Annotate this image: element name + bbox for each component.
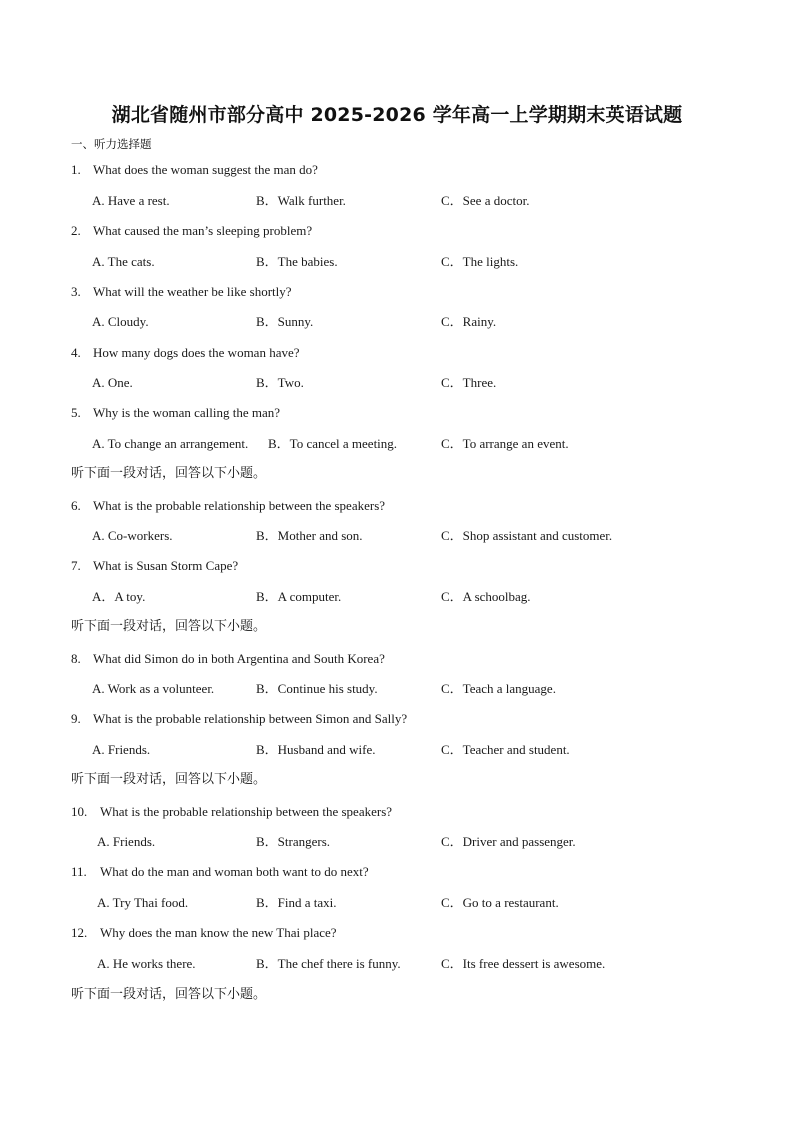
question-9	[71, 711, 407, 727]
option-c: C．To arrange an event.	[441, 436, 569, 451]
option-a: A. Cloudy.	[92, 314, 149, 329]
option-c: C．A schoolbag.	[441, 589, 531, 604]
option-c: C．Teach a language.	[441, 681, 556, 696]
question-8	[71, 651, 385, 667]
option-c: C．See a doctor.	[441, 193, 530, 208]
option-a: A. Try Thai food.	[97, 895, 189, 910]
option-b: B．Continue his study.	[256, 681, 378, 696]
option-c: C．Its free dessert is awesome.	[441, 956, 606, 971]
option-a: A. To change an arrangement.	[92, 436, 249, 451]
option-a: A．A toy.	[92, 589, 146, 604]
option-c: C．Shop assistant and customer.	[441, 528, 613, 543]
question-text: What is the probable relationship between the speakers?	[100, 804, 393, 819]
question-number: 6.	[71, 498, 81, 513]
question-text: What is the probable relationship between Simon and Sally?	[93, 711, 408, 726]
option-a: A. Have a rest.	[92, 193, 170, 208]
option-a: A. Work as a volunteer.	[92, 681, 215, 696]
question-10	[71, 804, 392, 820]
question-number: 2.	[71, 223, 81, 238]
option-b: B．To cancel a meeting.	[268, 436, 398, 451]
option-b: B．A computer.	[256, 589, 342, 604]
option-b: B．Husband and wife.	[256, 742, 376, 757]
question-number: 9.	[71, 711, 81, 726]
question-5	[71, 405, 280, 421]
instruction-4: 听下面一段对话，回答以下小题。	[71, 987, 267, 1002]
instruction-3: 听下面一段对话，回答以下小题。	[71, 772, 267, 787]
instruction-1: 听下面一段对话，回答以下小题。	[71, 466, 267, 481]
option-a: A. Friends.	[97, 834, 156, 849]
option-c: C．Rainy.	[441, 314, 497, 329]
option-b: B．Mother and son.	[256, 528, 363, 543]
question-number: 5.	[71, 405, 81, 420]
option-b: B．The babies.	[256, 254, 338, 269]
question-3	[71, 284, 292, 300]
question-number: 8.	[71, 651, 81, 666]
instruction-2: 听下面一段对话，回答以下小题。	[71, 619, 267, 634]
question-1	[71, 162, 318, 178]
option-a: A. Co-workers.	[92, 528, 173, 543]
question-11	[71, 864, 369, 880]
exam-title: 湖北省随州市部分高中 2025-2026 学年高一上学期期末英语试题	[111, 104, 683, 126]
option-c: C．Driver and passenger.	[441, 834, 576, 849]
question-number: 3.	[71, 284, 81, 299]
option-b: B．Strangers.	[256, 834, 331, 849]
option-b: B．Sunny.	[256, 314, 314, 329]
option-a: A. The cats.	[92, 254, 155, 269]
section-heading: 一、听力选择题	[71, 137, 152, 151]
question-6	[71, 498, 385, 514]
option-b: B．Two.	[256, 375, 304, 390]
question-text: What will the weather be like shortly?	[93, 284, 292, 299]
question-number: 10.	[71, 804, 88, 819]
question-number: 7.	[71, 558, 81, 573]
option-b: B．Walk further.	[256, 193, 346, 208]
question-number: 11.	[71, 864, 87, 879]
option-c: C．Three.	[441, 375, 497, 390]
option-c: C．The lights.	[441, 254, 519, 269]
option-a: A. One.	[92, 375, 133, 390]
question-text: What is Susan Storm Cape?	[93, 558, 239, 573]
option-a: A. He works there.	[97, 956, 196, 971]
option-a: A. Friends.	[92, 742, 151, 757]
question-text: What did Simon do in both Argentina and South Korea?	[93, 651, 385, 666]
option-c: C．Go to a restaurant.	[441, 895, 559, 910]
question-number: 4.	[71, 345, 81, 360]
question-2	[71, 223, 312, 239]
question-12	[71, 925, 337, 941]
question-text: Why does the man know the new Thai place?	[100, 925, 337, 940]
option-b: B．The chef there is funny.	[256, 956, 401, 971]
question-text: What does the woman suggest the man do?	[93, 162, 318, 177]
question-text: What is the probable relationship between the speakers?	[93, 498, 386, 513]
question-number: 12.	[71, 925, 88, 940]
question-number: 1.	[71, 162, 81, 177]
option-b: B．Find a taxi.	[256, 895, 337, 910]
question-text: Why is the woman calling the man?	[93, 405, 281, 420]
question-4	[71, 345, 300, 361]
question-text: What caused the man’s sleeping problem?	[93, 223, 313, 238]
option-c: C．Teacher and student.	[441, 742, 570, 757]
question-text: What do the man and woman both want to do next?	[100, 864, 369, 879]
question-7	[71, 558, 238, 574]
question-text: How many dogs does the woman have?	[93, 345, 300, 360]
